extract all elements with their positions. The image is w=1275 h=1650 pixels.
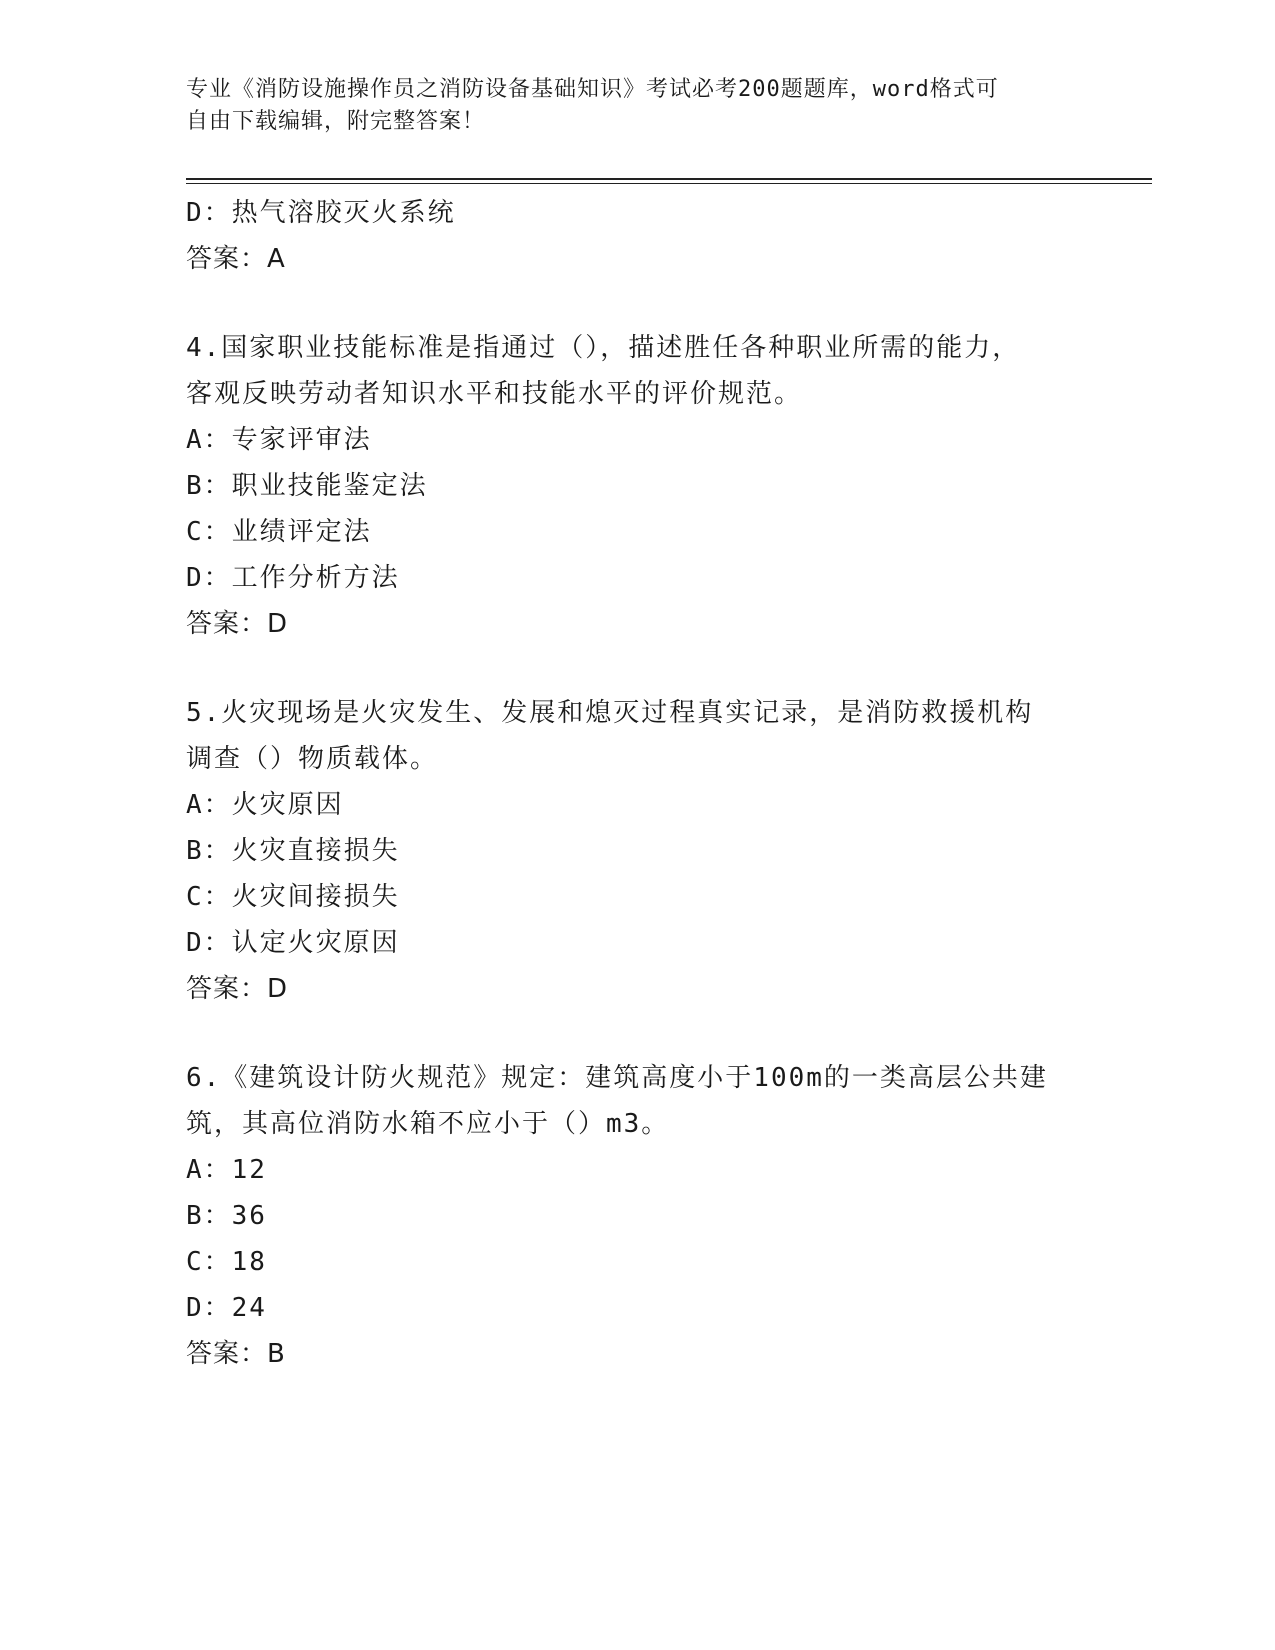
answer: 答案：A [186,244,286,274]
option-d: D：24 [186,1293,267,1323]
answer: 答案：D [186,609,289,639]
document-header [186,74,1086,138]
header-divider-thick [186,178,1152,180]
option-b: B：火灾直接损失 [186,836,400,866]
question-5 [186,690,1086,1012]
question-stem-line-2: 调查（）物质载体。 [186,744,439,774]
option-c: C：业绩评定法 [186,517,372,547]
option-b: B：职业技能鉴定法 [186,471,428,501]
question-stem-line-1: 4.国家职业技能标准是指通过（），描述胜任各种职业所需的能力， [186,333,1021,363]
answer: 答案：D [186,974,289,1004]
question-stem-line-2: 筑，其高位消防水箱不应小于（）m3。 [186,1109,670,1139]
header-line-1: 专业《消防设施操作员之消防设备基础知识》考试必考200题题库，word格式可 [186,77,999,102]
question-list [186,190,1086,1377]
option-c: C：火灾间接损失 [186,882,400,912]
question-stem-line-1: 6.《建筑设计防火规范》规定：建筑高度小于100m的一类高层公共建 [186,1063,1048,1093]
option-b: B：36 [186,1201,267,1231]
answer: 答案：B [186,1339,286,1369]
option-c: C：18 [186,1247,267,1277]
question-stem-line-2: 客观反映劳动者知识水平和技能水平的评价规范。 [186,379,803,409]
option-a: A：火灾原因 [186,790,344,820]
option-d: D：工作分析方法 [186,563,400,593]
question-stem-line-1: 5.火灾现场是火灾发生、发展和熄灭过程真实记录，是消防救援机构 [186,698,1034,728]
header-divider-thin [186,183,1152,184]
question-4 [186,325,1086,647]
option-a: A：专家评审法 [186,425,372,455]
option-d: D：热气溶胶灭火系统 [186,198,456,228]
question-6 [186,1055,1086,1377]
question-3-tail [186,190,1086,282]
header-line-2: 自由下载编辑，附完整答案！ [186,109,486,134]
option-d: D：认定火灾原因 [186,928,400,958]
option-a: A：12 [186,1155,267,1185]
